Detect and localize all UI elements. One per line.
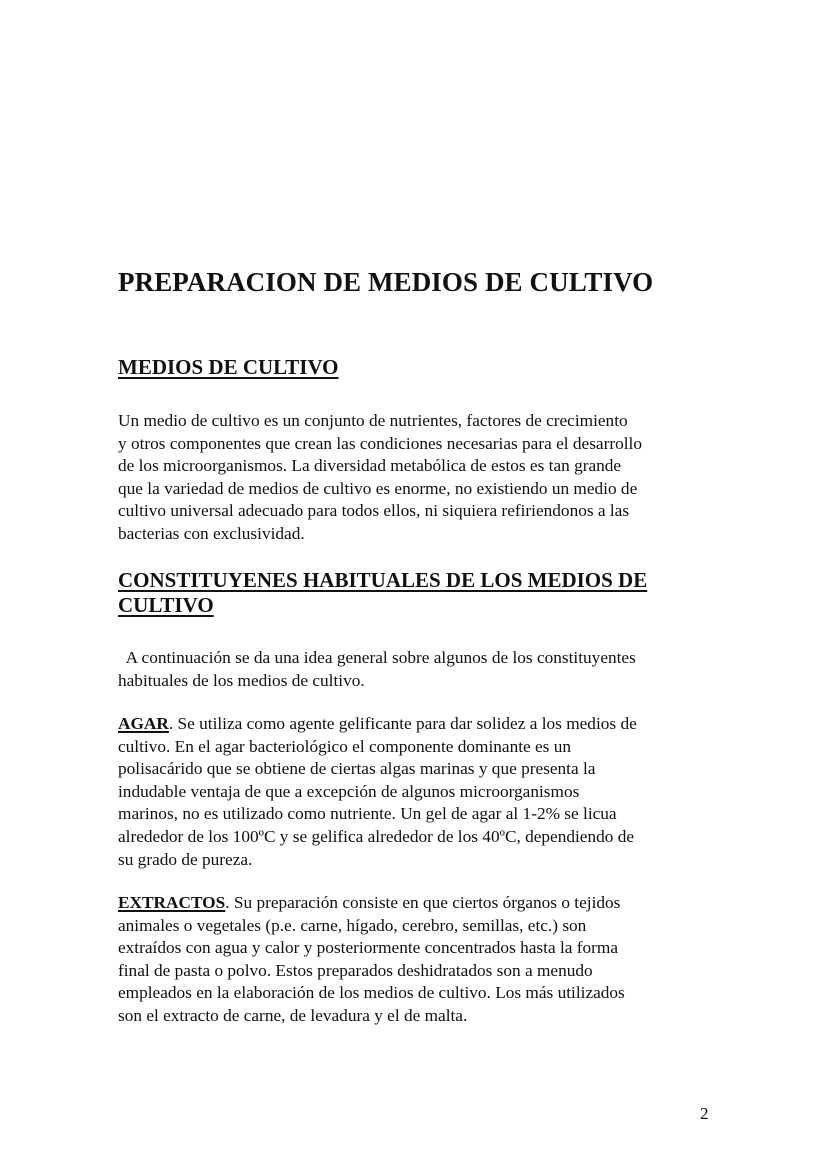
text-line [118,713,718,736]
text-line: habituales de los medios de cultivo. [118,670,365,690]
paragraph-medios-de-cultivo [118,410,718,546]
text-line: A continuación se da una idea general sobre algunos de los constituyentes [118,648,636,667]
text-line: polisacárido que se obtiene de ciertas algas marinas y que presenta la [118,759,596,779]
text-line: su grado de pureza. [118,849,253,869]
agar-first-line-text: . Se utiliza como agente gelificante para dar solidez a los medios de [168,714,637,733]
text-line: cultivo universal adecuado para todos ellos, ni siquiera refiriendonos a las [118,501,630,521]
text-line: indudable ventaja de que a excepción de algunos microorganismos [118,781,580,801]
text-line: cultivo. En el agar bacteriológico el componente dominante es un [118,736,571,756]
heading-line: CONSTITUYENES HABITUALES DE LOS MEDIOS DE [118,568,648,592]
extractos-first-line-text: . Su preparación consiste en que ciertos órganos o tejidos [225,893,621,912]
paragraph-extractos [118,892,718,1028]
text-line: son el extracto de carne, de levadura y el de malta. [118,1005,468,1025]
text-line: y otros componentes que crean las condiciones necesarias para el desarrollo [118,433,642,453]
text-line: alrededor de los 100ºC y se gelifica alrededor de los 40ºC, dependiendo de [118,826,635,846]
heading-line: CULTIVO [118,593,214,617]
paragraph-constituyentes-intro [118,647,718,692]
page-title: PREPARACION DE MEDIOS DE CULTIVO [118,267,654,297]
section-heading-constituyentes [118,568,718,618]
text-line: extraídos con agua y calor y posteriormente concentrados hasta la forma [118,938,619,958]
text-line [118,892,718,915]
text-line: animales o vegetales (p.e. carne, hígado, cerebro, semillas, etc.) son [118,915,587,935]
page-number: 2 [700,1104,709,1123]
paragraph-agar [118,713,718,871]
section-heading-medios-de-cultivo: MEDIOS DE CULTIVO [118,355,339,379]
text-line: empleados en la elaboración de los medios de cultivo. Los más utilizados [118,983,625,1003]
term-agar: AGAR [118,714,169,733]
text-line: marinos, no es utilizado como nutriente. Un gel de agar al 1-2% se licua [118,804,617,824]
text-line: que la variedad de medios de cultivo es enorme, no existiendo un medio de [118,478,638,498]
text-line: final de pasta o polvo. Estos preparados deshidratados son a menudo [118,960,593,980]
term-extractos: EXTRACTOS [118,893,226,912]
text-line: Un medio de cultivo es un conjunto de nutrientes, factores de crecimiento [118,411,628,430]
text-line: de los microorganismos. La diversidad metabólica de estos es tan grande [118,456,622,476]
text-line: bacterias con exclusividad. [118,523,305,543]
